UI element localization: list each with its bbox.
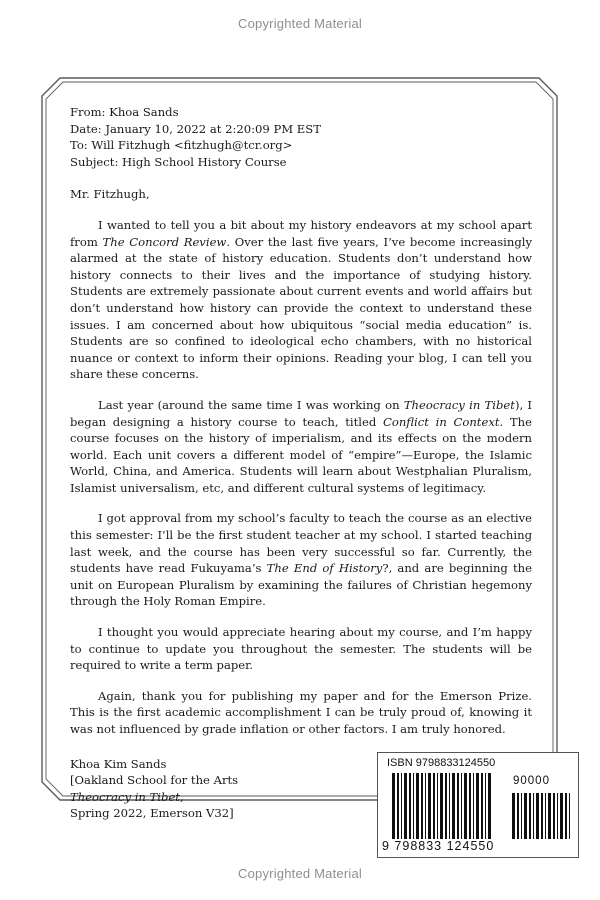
barcode-bar bbox=[433, 773, 435, 839]
barcode-bar bbox=[437, 773, 438, 839]
barcode-bar bbox=[445, 773, 447, 839]
barcode-bar bbox=[449, 773, 450, 839]
isbn-label: ISBN 9798833124550 bbox=[387, 757, 496, 769]
barcode-bar bbox=[421, 773, 423, 839]
isbn-barcode bbox=[377, 752, 579, 858]
ean-digits: 9 798833 124550 bbox=[382, 839, 495, 853]
barcode-bar bbox=[473, 773, 474, 839]
barcode-bar bbox=[413, 773, 414, 839]
paragraph-1: I wanted to tell you a bit about my history endeavors at my school apart from The Concord Review. Over the last five years, I’ve become increasingly alarmed at the state of history education. Students don’t understand how history connects to their lives and the importance of studying history. Students are extremely passionate about current events and world affairs but don’t understand how history can provide the context to understand these issues. I am concerned about how ubiquitous “social media education” is. Students are so confined to ideological echo chambers, with no historical nuance or context to inform their opinions. Reading your blog, I can tell you share these concerns. bbox=[70, 217, 532, 382]
letter-body bbox=[70, 104, 532, 822]
paragraph-5: Again, thank you for publishing my paper and for the Emerson Prize. This is the first academic accomplishment I can be truly proud of, knowing it was not influenced by grade inflation or other factors. I am truly honored. bbox=[70, 688, 532, 736]
email-to: To: Will Fitzhugh <fitzhugh@tcr.org> bbox=[70, 138, 293, 153]
email-from: From: Khoa Sands bbox=[70, 105, 179, 119]
barcode-bar bbox=[536, 793, 539, 839]
barcode-bar bbox=[416, 773, 419, 839]
barcode-bar bbox=[512, 793, 515, 839]
barcode-bar bbox=[409, 773, 411, 839]
theocracy-title: Theocracy in Tibet bbox=[403, 397, 515, 412]
barcode-bar bbox=[392, 773, 395, 839]
signature-name: Khoa Kim Sands bbox=[70, 756, 167, 771]
barcode-bar bbox=[476, 773, 479, 839]
barcode-bar bbox=[464, 773, 467, 839]
signature-school: [Oakland School for the Arts bbox=[70, 773, 239, 788]
salutation: Mr. Fitzhugh, bbox=[70, 187, 150, 202]
barcode-bar bbox=[545, 793, 546, 839]
barcode-bar bbox=[440, 773, 443, 839]
barcode-bar bbox=[457, 773, 459, 839]
barcode-bar bbox=[548, 793, 551, 839]
paragraph-4: I thought you would appreciate hearing about my course, and I’m happy to continue to update you throughout the semester. The students will be required to write a term paper. bbox=[70, 625, 532, 673]
barcode-bar bbox=[541, 793, 543, 839]
barcode-bar bbox=[569, 793, 570, 839]
price-code: 90000 bbox=[513, 775, 550, 787]
watermark-top: Copyrighted Material bbox=[238, 16, 362, 31]
barcode-bar bbox=[565, 793, 567, 839]
paragraph-2: Last year (around the same time I was working on Theocracy in Tibet), I began designing a history course to teach, titled Conflict in Context. The course focuses on the history of imperialism, and its effects on the modern world. Each unit covers a different model of “empire”—Europe, the Islamic World, China, and America. Students will learn about Westphalian Pluralism, Islamist universalism, etc, and different cultural systems of legitimacy. bbox=[70, 397, 533, 495]
signature-paper: Theocracy in Tibet, bbox=[70, 789, 184, 804]
barcode-bar bbox=[481, 773, 483, 839]
barcode-bar bbox=[488, 773, 491, 839]
barcode-bar bbox=[529, 793, 531, 839]
barcode-bar bbox=[428, 773, 431, 839]
email-date: Date: January 10, 2022 at 2:20:09 PM EST bbox=[70, 121, 321, 136]
barcode-bar bbox=[404, 773, 407, 839]
barcode-bar bbox=[533, 793, 534, 839]
signature-issue: Spring 2022, Emerson V32] bbox=[70, 806, 234, 821]
concord-review-title: The Concord Review bbox=[102, 234, 227, 249]
barcode-bar bbox=[469, 773, 471, 839]
barcode-bar bbox=[521, 793, 522, 839]
barcode-bar bbox=[553, 793, 555, 839]
email-subject: Subject: High School History Course bbox=[70, 154, 287, 169]
barcode-bar bbox=[452, 773, 455, 839]
barcode-bar bbox=[485, 773, 486, 839]
barcode-bar bbox=[557, 793, 558, 839]
barcode-bar bbox=[517, 793, 519, 839]
end-of-history-title: The End of History bbox=[266, 561, 383, 576]
paragraph-3: I got approval from my school’s faculty to teach the course as an elective this semester: I’ll be the first student teacher at my school. I started teaching last week, and the course has been very successful so far. Currently, the students have read Fukuyama’s The End of History?, and are beginning the unit on European Pluralism by examining the failures of Christian hegemony through the Holy Roman Empire. bbox=[70, 511, 532, 609]
barcode-bar bbox=[560, 793, 563, 839]
watermark-bottom: Copyrighted Material bbox=[238, 866, 362, 881]
barcode-bar bbox=[401, 773, 402, 839]
barcode-bar bbox=[397, 773, 399, 839]
barcode-bar bbox=[425, 773, 426, 839]
conflict-in-context-title: Conflict in Context bbox=[382, 414, 500, 429]
barcode-bar bbox=[461, 773, 462, 839]
barcode-bar bbox=[524, 793, 527, 839]
